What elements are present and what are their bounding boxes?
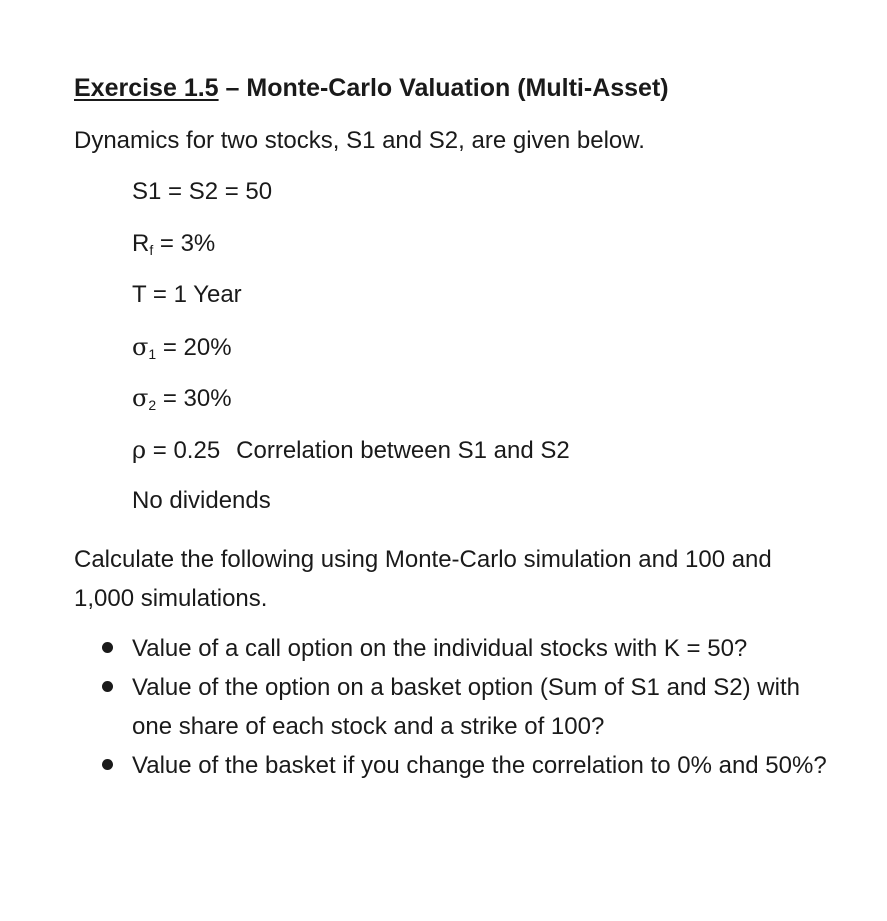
bullet-icon [102,759,113,770]
rf-symbol: R [132,229,150,257]
question-item [74,629,844,668]
rf-value: = 3% [153,229,216,257]
parameter-list [132,178,570,539]
param-maturity [132,281,570,333]
param-risk-free [132,230,570,282]
param-dividends [132,487,570,539]
sigma2-value: = 30% [156,385,232,412]
rho-value: = 0.25 [146,436,221,464]
param-spot [132,178,570,230]
exercise-number: Exercise 1.5 [74,74,219,102]
sigma1-value: = 20% [156,333,232,361]
param-sigma2 [132,384,570,436]
question-item [74,668,844,746]
bullet-icon [102,681,113,692]
sigma1-subscript: 1 [148,345,157,362]
question-text: Value of the basket if you change the correlation to 0% and 50%? [132,752,827,779]
dividends-text: No dividends [132,487,271,514]
question-list [74,629,844,785]
exercise-title: Monte-Carlo Valuation (Multi-Asset) [246,74,669,102]
intro-text: Dynamics for two stocks, S1 and S2, are given below. [74,127,645,154]
maturity-text: T = 1 Year [132,281,242,308]
param-sigma1 [132,333,570,385]
exercise-heading [74,74,669,103]
heading-dash: – [218,74,247,102]
question-text: Value of the option on a basket option (Sum of S1 and S2) with one share of each stock and a strike of 100? [132,674,800,740]
bullet-icon [102,642,113,653]
sigma2-subscript: 2 [148,397,157,413]
question-item [74,746,844,785]
sigma1-symbol: σ [132,332,149,361]
param-correlation [132,436,570,488]
sigma2-symbol: σ [132,384,149,412]
question-text: Value of a call option on the individual stocks with K = 50? [132,635,748,662]
task-text: Calculate the following using Monte-Carlo simulation and 100 and 1,000 simulations. [74,546,772,612]
rho-symbol: ρ [132,435,147,464]
param-spot-text: S1 = S2 = 50 [132,178,273,205]
rf-subscript: f [149,241,154,258]
rho-description: Correlation between S1 and S2 [236,436,570,464]
